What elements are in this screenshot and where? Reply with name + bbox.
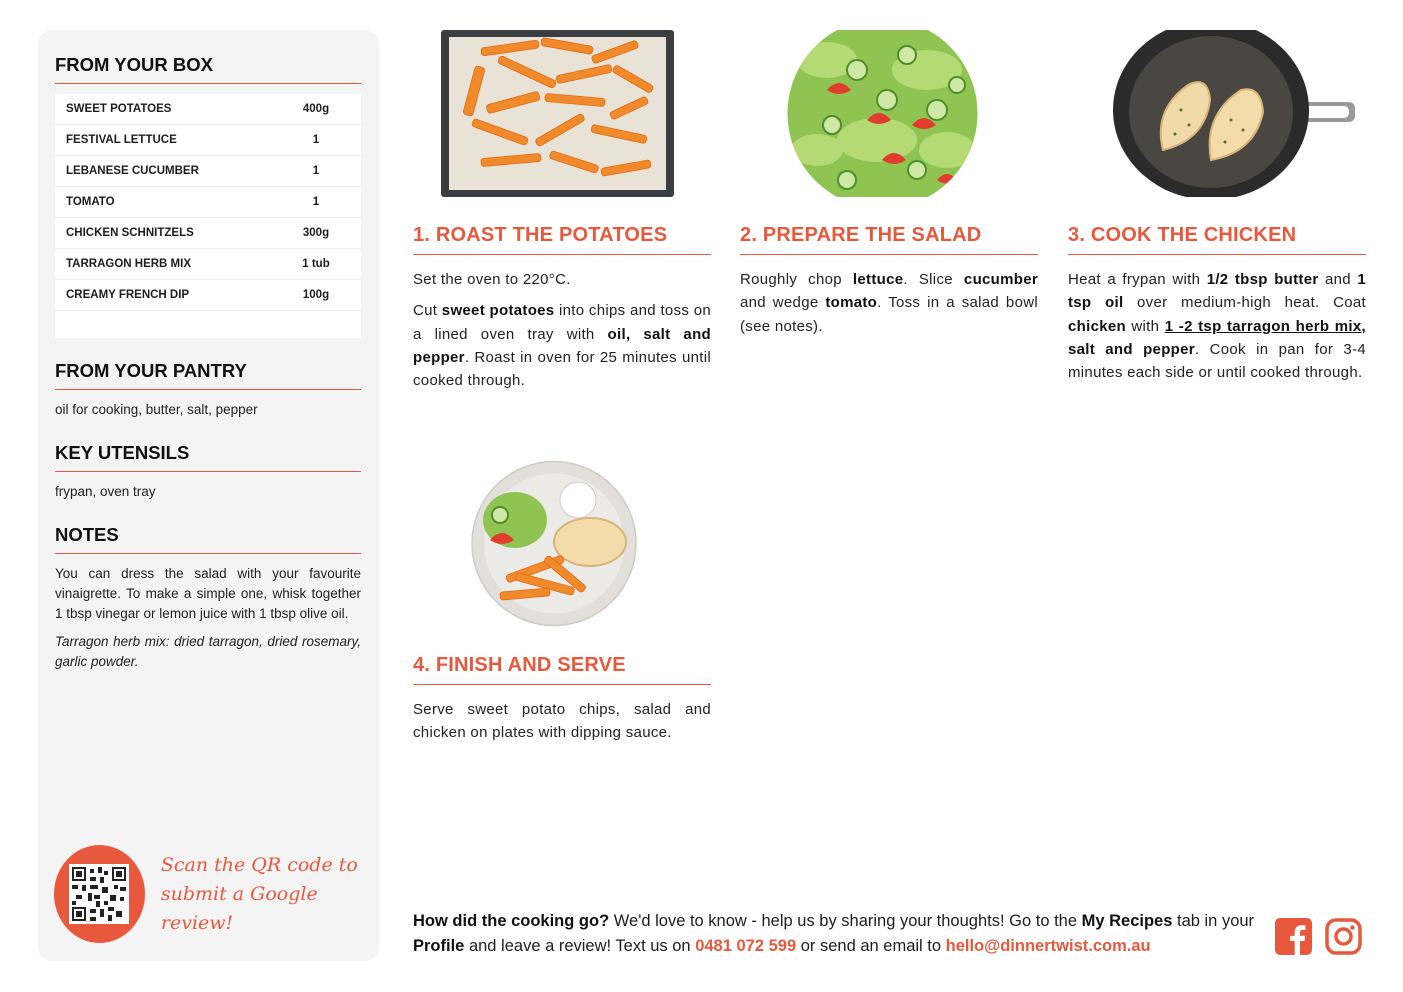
ingredients-table: [55, 94, 361, 338]
social-links: [1275, 918, 1362, 955]
from-your-pantry-heading: FROM YOUR PANTRY: [55, 360, 361, 390]
ingredient-row: CREAMY FRENCH DIP 100g: [55, 280, 361, 311]
email-link[interactable]: hello@dinnertwist.com.au: [945, 937, 1151, 955]
salad-bowl-image: [787, 30, 978, 197]
ingredient-row: TOMATO 1: [55, 187, 361, 218]
ingredient-row: SWEET POTATOES 400g: [55, 94, 361, 125]
step-4: [413, 654, 711, 753]
step-1-title: 1. ROAST THE POTATOES: [413, 224, 711, 255]
sidebar: [38, 30, 379, 961]
qr-review-caption: Scan the QR code to submit a Google review!: [160, 853, 358, 934]
frypan-chicken-image: [1113, 30, 1356, 197]
step-3: [1068, 224, 1366, 392]
step-4-title: 4. FINISH AND SERVE: [413, 654, 711, 685]
from-your-box-heading: FROM YOUR BOX: [55, 54, 361, 84]
instagram-icon[interactable]: [1325, 918, 1362, 955]
pantry-text: oil for cooking, butter, salt, pepper: [55, 402, 258, 417]
step-1-text: Set the oven to 220°C. Cut sweet potatoes into chips and toss on a lined oven tray with oil, salt and pepper. Roast in oven for 25 minutes until cooked through.: [413, 271, 711, 390]
plated-meal-image: [470, 460, 638, 627]
step-2-title: 2. PREPARE THE SALAD: [740, 224, 1038, 255]
notes-text: You can dress the salad with your favourite vinaigrette. To make a simple one, whisk together 1 tbsp vinegar or lemon juice with 1 tbsp olive oil.: [55, 566, 361, 621]
step-4-text: Serve sweet potato chips, salad and chicken on plates with dipping sauce.: [413, 701, 711, 742]
ingredient-row: LEBANESE CUCUMBER 1: [55, 156, 361, 187]
step-2-text: Roughly chop lettuce. Slice cucumber and wedge tomato. Toss in a salad bowl (see notes).: [740, 271, 1039, 335]
feedback-footer: How did the cooking go? We'd love to know - help us by sharing your thoughts! Go to the My Recipes tab in your Profile and leave a review! Text us on 0481 072 599 or send an email to hello@dinnertwist.com.au: [413, 912, 1255, 955]
qr-review-block: [54, 845, 379, 943]
utensils-text: frypan, oven tray: [55, 484, 156, 499]
step-3-title: 3. COOK THE CHICKEN: [1068, 224, 1366, 255]
phone-link[interactable]: 0481 072 599: [695, 937, 797, 955]
step-2: [740, 224, 1038, 346]
step-3-text: Heat a frypan with 1/2 tbsp butter and 1 tsp oil over medium-high heat. Coat chicken with 1 -2 tsp tarragon herb mix, salt and pepper. Cook in pan for 3-4 minutes each side or until cooked through.: [1068, 271, 1367, 382]
step-1: [413, 224, 711, 400]
qr-code-icon: [69, 864, 129, 924]
ingredient-row: TARRAGON HERB MIX 1 tub: [55, 249, 361, 280]
ingredient-row: CHICKEN SCHNITZELS 300g: [55, 218, 361, 249]
oven-tray-potatoes-image: [441, 30, 674, 197]
qr-code-badge[interactable]: [54, 845, 145, 943]
key-utensils-heading: KEY UTENSILS: [55, 442, 361, 472]
ingredient-row: FESTIVAL LETTUCE 1: [55, 125, 361, 156]
facebook-icon[interactable]: [1275, 918, 1312, 955]
notes-italic-text: Tarragon herb mix: dried tarragon, dried rosemary, garlic powder.: [55, 634, 361, 669]
notes-heading: NOTES: [55, 524, 361, 554]
